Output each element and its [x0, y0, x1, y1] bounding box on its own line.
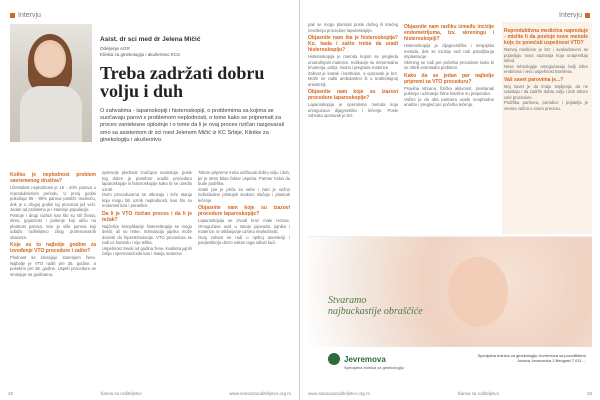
right-column-3: Reproduktivna medicina napreduje - mislite li da postoje nove metode koje će povećati uspešnost VTO? Razvoj medicine je brz i svakodnevno se pojavljuju nova saznanja koja unapređuju ishod. Nove tehnologije omogućavaju bolji izbor embriona i veću uspešnost transfera. Vaš savet parovima je...? Moj savet je da imaju strpljenja, da ne odustaju i da zadrže dobru volju i duh tokom cele procedure. Podrška partnera, porodice i prijatelja je veoma važna u ovom procesu.	[504, 28, 588, 111]
author-department: Odeljenje AGR Klinika za ginekologiju i akušerstvo KCS	[100, 46, 181, 57]
left-column-3: Tokom pripreme treba održavati dobru volju i duh, jer je stres bitan faktor uspeha. Partner treba da bude podrška. Svaki par je priča za sebe i zato je važno individualno pristupiti svakom slučaju i planirati lečenje. Objasnite nam koje su izazovi procedure laparoskopije? Laparoskopija se izvodi kroz male rezove. Omogućava uvid u stanje jajovoda, jajnika i materice, te otklanjanje uzroka neplodnosti. Ovaj zahvat se radi u opštoj anesteziji i pacijentkinja ubrzo nakon toga odlazi kući.	[198, 170, 290, 245]
section-square-icon	[585, 13, 590, 18]
section-label: Intervju	[10, 12, 41, 19]
right-column-2: Objasnite nam razliku između incizije endometrijuma, tzv. skreningu i histeroskopiji? Histeroskopija je dijagnostička i terapijska metoda, dok se incizija radi radi poboljšanja implantacije. Skrining se radi pre početka procedure kako bi se otkrili eventualni problemi. Kako da se jedan par najbolje pripremi za VTO proceduru? Pravilna ishrana, fizička aktivnost, prestanak pušenja i uzimanje folne kiseline su preporuka. Važno je da oba partnera urade neophodne analize i pregled pre početka lečenja.	[404, 24, 494, 107]
logo-icon	[328, 353, 340, 365]
left-footer: 32 Šansa za roditeljstvo www.sansazaroditeljstvo.org.rs	[8, 391, 291, 396]
article-lead: O zahvatima - laparoskopiji i histeroskopiji, o problemima sa kojima se suočavaju parovi s problemom neplodnosti, o tome kako se pripremati za proces vantelesne oplodnje i o tome da li je ovaj proces rizičan razgovarali smo sa asistentom dr sci med Jelenom Mičić iz KC Srbije, Klinike za ginekologiju i akušerstvo.	[100, 108, 285, 143]
right-page	[300, 0, 600, 400]
section-label: Intervju	[559, 12, 590, 19]
author-name: Asist. dr sci med dr Jelena Mičić	[100, 36, 201, 43]
ad-contact: Specijalna bolnica za ginekologiju Jevremova sa porodilištem Jovana Jovanovića 1 Beograd T 011 ...	[477, 353, 586, 363]
left-column-2: operacije plodnost značajno nedostaje, posle tog dobro je potrebno uraditi proceduru laparoskopije ili histeroskopije kako bi se utvrdio uzrok. Ovim procedurama se otkrivaju i leče stanja koja mogu biti uzrok neplodnosti, kao što su endometrioza i priraslice. Da li je VTO rizičan proces i da li je težak? Najčešće komplikacije histeroskopije se mogu desiti, ali su retke. Stimulacija jajnika može dovesti do hiperstimulacije. VTO procedura se radi uz kontrolu i nije teška. Uspešnost zavisi od godina žene, kvaliteta jajnih ćelija i spermatozoida kao i stanja materice.	[102, 170, 192, 256]
left-column-1: Koliko je neplodnost problem savremenog društva? Učestalost neplodnosti je 15 - 20% parova u reproduktivnom periodu. U prvoj godini pokušaja 85 - 90% parova postiže trudnoću, dok je u drugoj godini taj procenat još veći. Jedan od problema je i starenje populacije. Postoje i drugi razlozi kao što su stil života, stres, gojaznost i pušenje koji utiču na plodnost parova. Sve je više parova koji odlažu roditeljstvo zbog profesionalnih obaveza. Koje su to najbolje godine za izvođenje VTO procedure i zašto? Plodnost se smanjuje starenjem žene. Najbolje je VTO raditi pre 35. godine, a posebno pre 38. godine. Uspeh procedure se smanjuje sa godinama.	[10, 172, 96, 277]
author-photo	[10, 24, 92, 142]
section-square-icon	[10, 13, 15, 18]
baby-face	[448, 257, 508, 327]
ad-slogan: Stvaramo najbuckastije obraščiće	[328, 295, 423, 317]
advertisement[interactable]: Stvaramo najbuckastije obraščiće Jevremova Specijalna bolnica za ginekologiju Specijalna bolnica za ginekologiju Jevremova sa porodilištem Jovana Jovanovića 1 Beograd T 011 ...	[308, 236, 592, 384]
article-headline: Treba zadržati dobru volju i duh	[100, 63, 265, 101]
ad-logo: Jevremova	[328, 353, 386, 365]
right-column-1: pak se mogu planirati posle dužeg ili kraćeg izvođenja procedure laparoskopije. Objasnite nam šta je histeroskopija? Ko, kada i zašto treba da uradi histeroskopiju? Histeroskopija je metoda kojom se pregleda unutrašnjost materice. Indikacije su nenormalna krvarenja, polipi, miomi i pregrade materice. Zahvat je kratak i bezbolan, a oporavak je brz. Može se raditi ambulantno ili u kratkotrajnoj anesteziji. Objasnite nam koje su izazovi procedure laparoskopije? Laparoskopija je operativna metoda koja omogućava dijagnostiku i lečenje. Posle zahvata oporavak je brz.	[308, 22, 398, 118]
right-footer: www.sansazaroditeljstvo.org.rs Šansa za roditeljstvo 33	[308, 391, 592, 396]
